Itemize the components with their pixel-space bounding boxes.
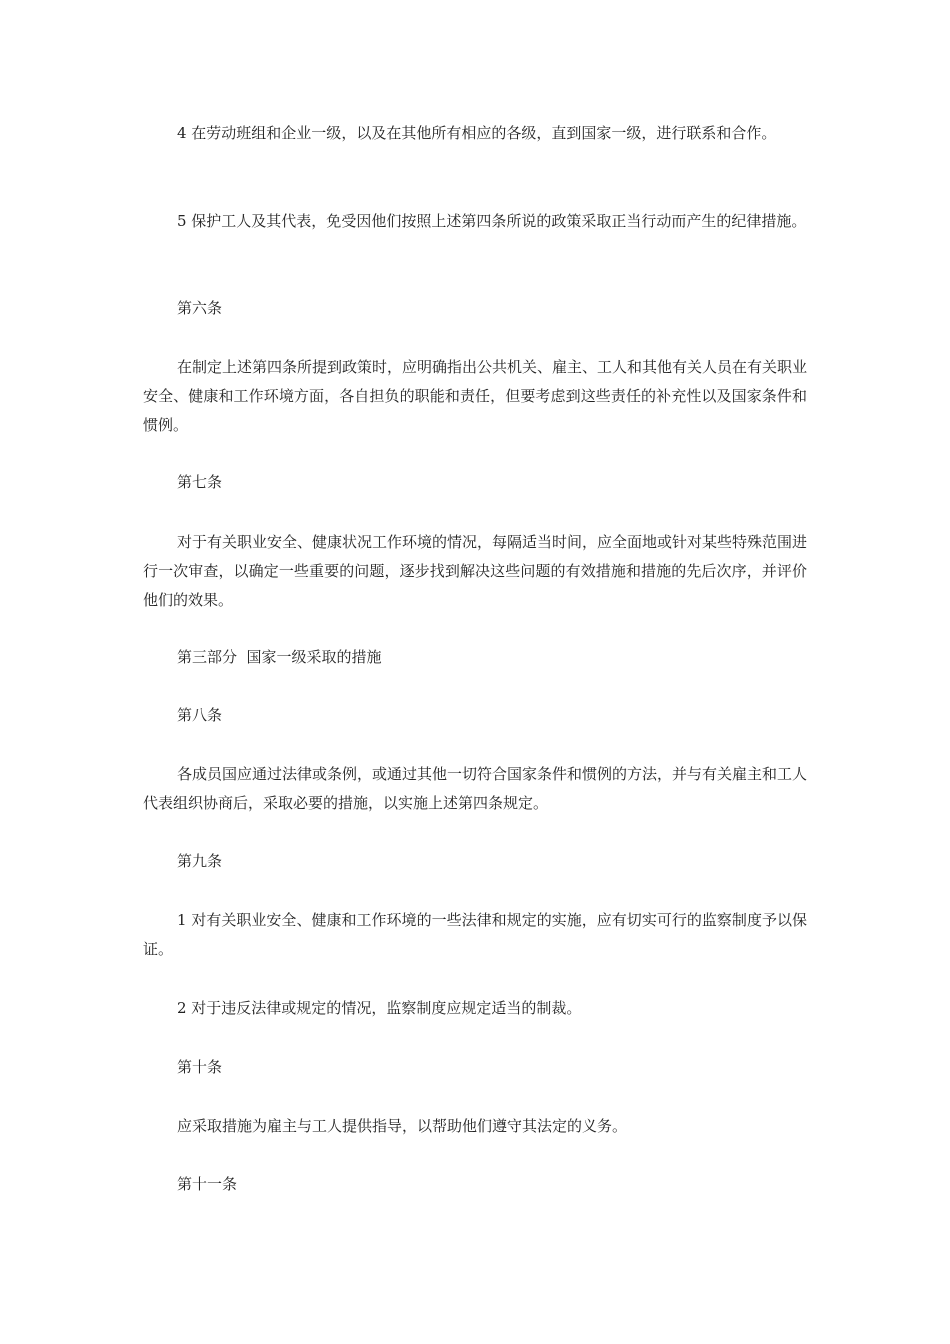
article-9-item-2: 2 对于违反法律或规定的情况，监察制度应规定适当的制裁。 (177, 999, 582, 1017)
article-6-heading: 第六条 (177, 299, 223, 317)
article-10-body: 应采取措施为雇主与工人提供指导，以帮助他们遵守其法定的义务。 (177, 1117, 628, 1135)
article-11-heading: 第十一条 (177, 1175, 238, 1193)
article-8-heading: 第八条 (177, 706, 223, 724)
article-7-heading: 第七条 (177, 473, 223, 491)
article-10-heading: 第十条 (177, 1058, 223, 1076)
article-9-heading: 第九条 (177, 852, 223, 870)
paragraph-4: 4 在劳动班组和企业一级，以及在其他所有相应的各级，直到国家一级，进行联系和合作。 (177, 124, 777, 142)
article-7-body: 对于有关职业安全、健康状况工作环境的情况，每隔适当时间，应全面地或针对某些特殊范围进行一次审查，以确定一些重要的问题，逐步找到解决这些问题的有效措施和措施的先后次序，并评价他们的效果。 (143, 533, 808, 609)
article-9-item-1: 1 对有关职业安全、健康和工作环境的一些法律和规定的实施，应有切实可行的监察制度予以保证。 (143, 911, 807, 958)
paragraph-5: 5 保护工人及其代表，免受因他们按照上述第四条所说的政策采取正当行动而产生的纪律措施。 (177, 212, 807, 230)
part-3-heading: 第三部分 国家一级采取的措施 (177, 648, 382, 666)
article-6-body: 在制定上述第四条所提到政策时，应明确指出公共机关、雇主、工人和其他有关人员在有关职业安全、健康和工作环境方面，各自担负的职能和责任，但要考虑到这些责任的补充性以及国家条件和惯例。 (143, 358, 808, 434)
article-8-body: 各成员国应通过法律或条例，或通过其他一切符合国家条件和惯例的方法，并与有关雇主和工人代表组织协商后，采取必要的措施，以实施上述第四条规定。 (143, 765, 808, 812)
